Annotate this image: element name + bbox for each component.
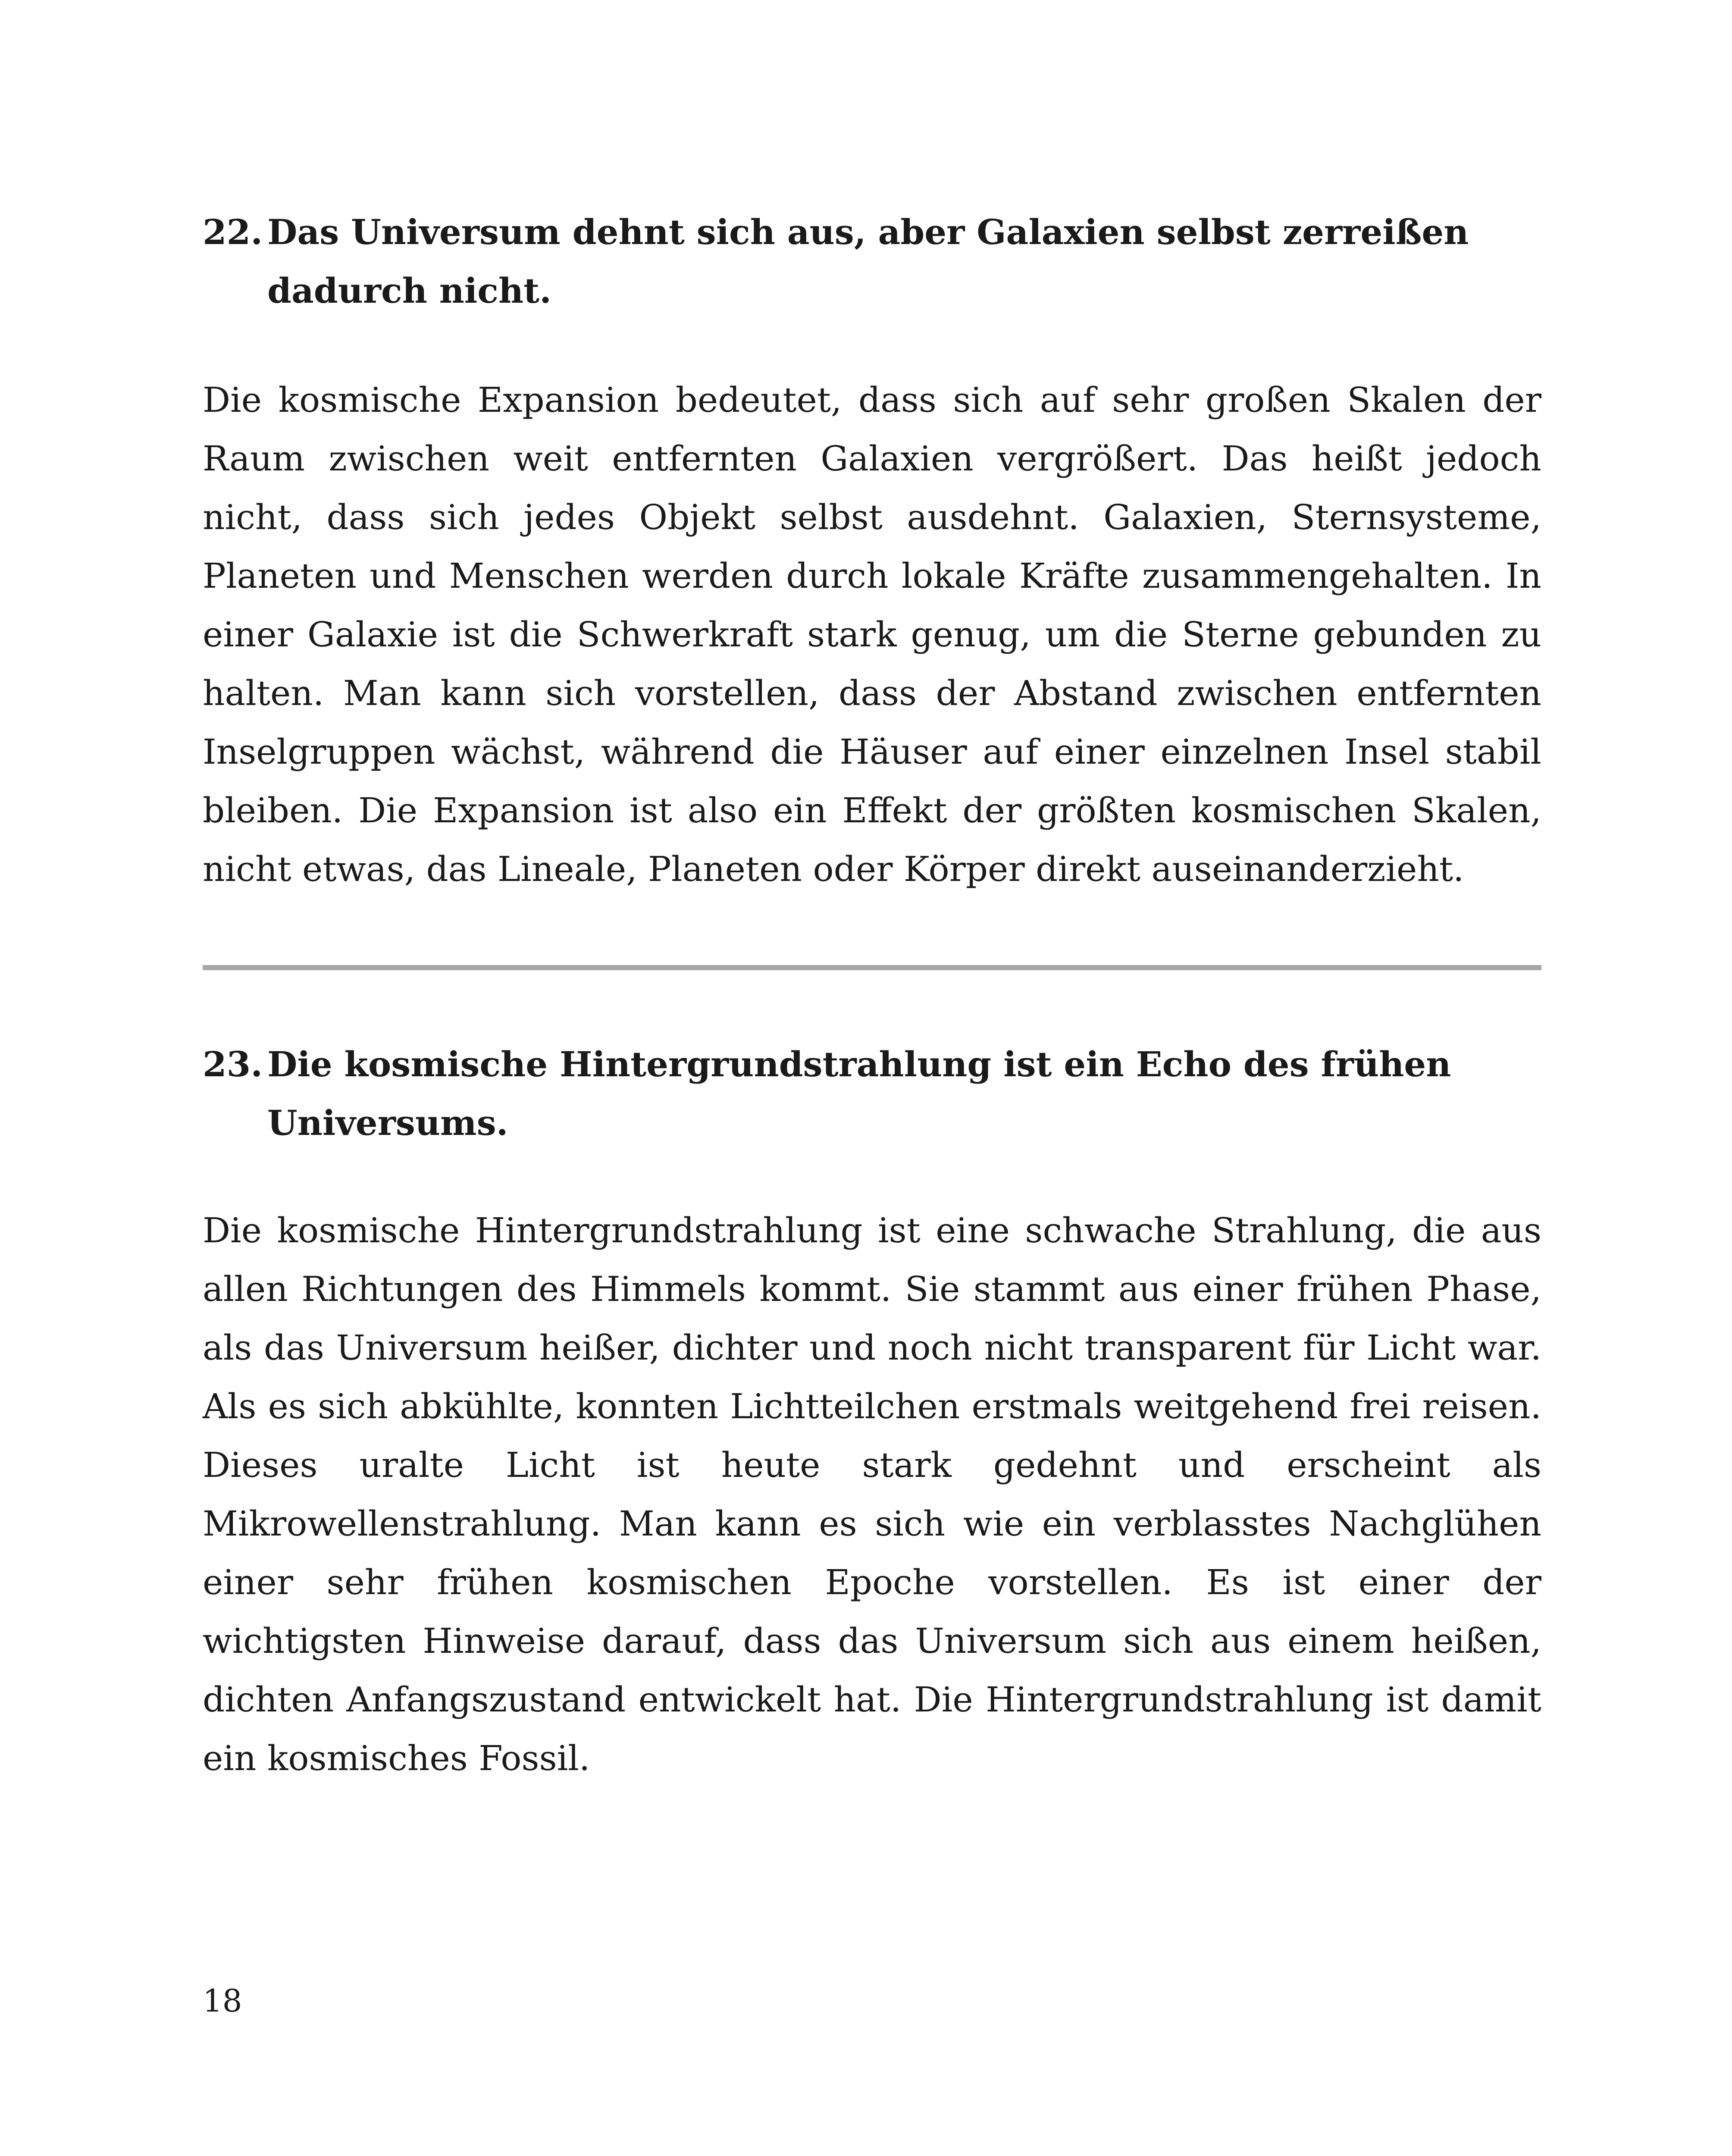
section-divider — [203, 965, 1541, 970]
section-number: 23. — [203, 1044, 263, 1084]
section-heading-text: Die kosmische Hintergrundstrahlung ist ein Echo des frühen Universums. — [267, 1044, 1451, 1143]
section-heading — [203, 203, 1541, 320]
section-heading-text: Das Universum dehnt sich aus, aber Galaxien selbst zerreißen dadurch nicht. — [267, 212, 1469, 311]
section-paragraph: Die kosmische Hintergrundstrahlung ist eine schwache Strahlung, die aus allen Richtungen des Himmels kommt. Sie stammt aus einer frühen Phase, als das Universum heißer, dichter und noch nicht transparent für Licht war. Als es sich abkühlte, konnten Lichtteilchen erstmals weitgehend frei reisen. Dieses uralte Licht ist heute stark gedehnt und erscheint als Mikrowellenstrahlung. Man kann es sich wie ein verblasstes Nachglühen einer sehr frühen kosmischen Epoche vorstellen. Es ist einer der wichtigsten Hinweise darauf, dass das Universum sich aus einem heißen, dichten Anfangszustand entwickelt hat. Die Hintergrundstrahlung ist damit ein kosmisches Fossil. — [203, 1210, 1541, 1778]
section-23 — [203, 1035, 1541, 1788]
section-heading — [203, 1035, 1541, 1152]
section-22 — [203, 203, 1541, 899]
section-number: 22. — [203, 212, 263, 252]
section-paragraph: Die kosmische Expansion bedeutet, dass sich auf sehr großen Skalen der Raum zwischen weit entfernten Galaxien vergrößert. Das heißt jedoch nicht, dass sich jedes Objekt selbst ausdehnt. Galaxien, Sternsysteme, Planeten und Menschen werden durch lokale Kräfte zusammengehalten. In einer Galaxie ist die Schwerkraft stark genug, um die Sterne gebunden zu halten. Man kann sich vorstellen, dass der Abstand zwischen entfernten Inselgruppen wächst, während die Häuser auf einer einzelnen Insel stabil bleiben. Die Expansion ist also ein Effekt der größten kosmischen Skalen, nicht etwas, das Lineale, Planeten oder Körper direkt auseinanderzieht. — [203, 380, 1541, 889]
page-number: 18 — [203, 1983, 242, 2019]
